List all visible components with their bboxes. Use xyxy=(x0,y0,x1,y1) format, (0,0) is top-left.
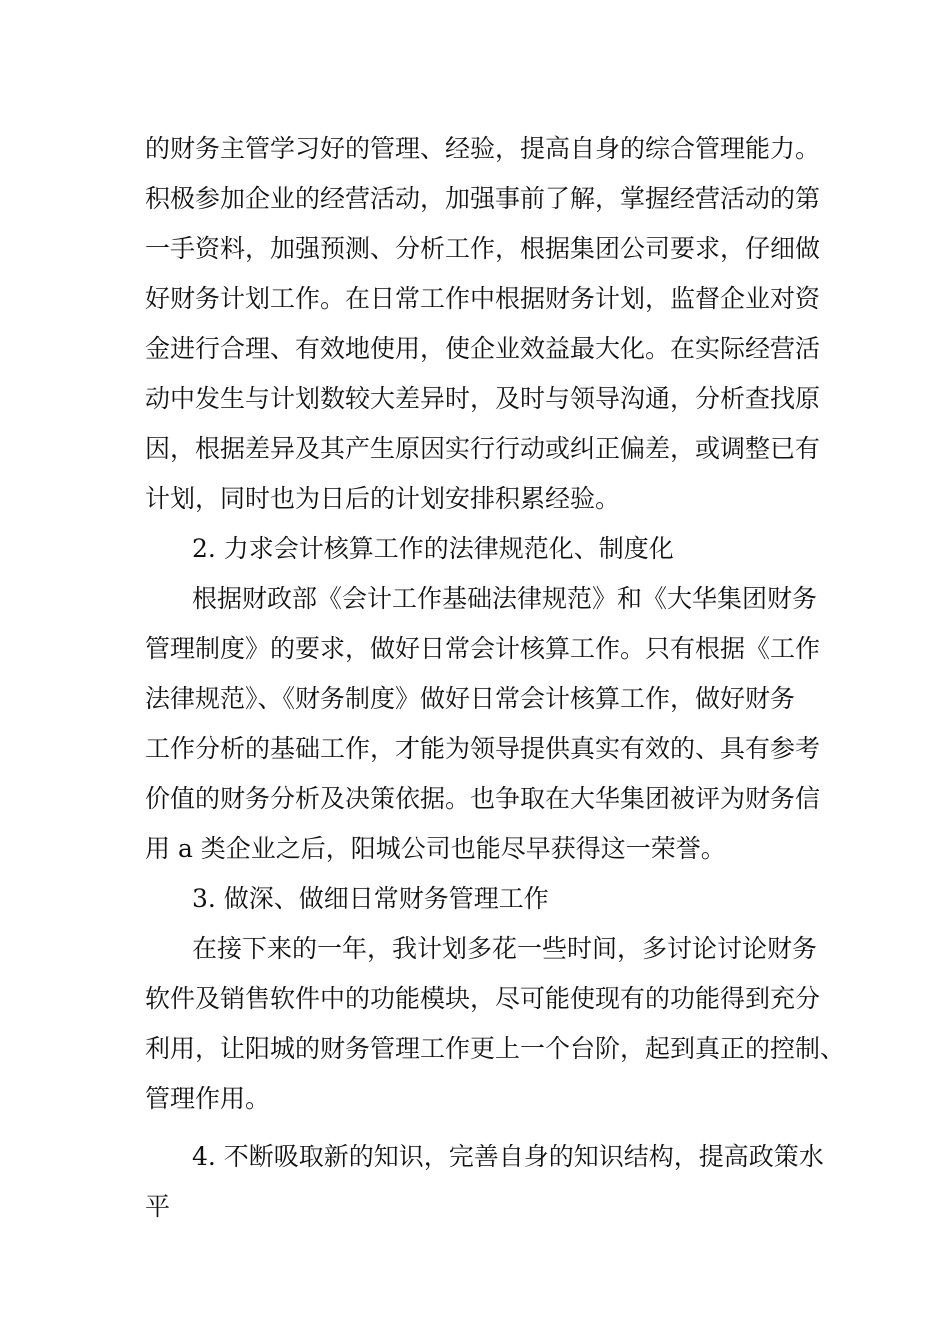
section-heading-4 xyxy=(145,1132,845,1232)
text-line: 因，根据差异及其产生原因实行行动或纠正偏差，或调整已有 xyxy=(145,434,821,463)
document-body xyxy=(145,124,845,1232)
text-line: 价值的财务分析及决策依据。也争取在大华集团被评为财务信 xyxy=(145,784,821,813)
text-line: 金进行合理、有效地使用，使企业效益最大化。在实际经营活 xyxy=(145,334,821,363)
text-line: 工作分析的基础工作，才能为领导提供真实有效的、具有参考 xyxy=(145,734,821,763)
text-line: 在接下来的一年，我计划多花一些时间，多讨论讨论财务 xyxy=(192,934,818,963)
section-heading-3 xyxy=(145,874,845,924)
text-line: 计划，同时也为日后的计划安排积累经验。 xyxy=(145,484,621,513)
text-line: 用 a 类企业之后，阳城公司也能尽早获得这一荣誉。 xyxy=(145,834,726,863)
text-line: 法律规范》、《财务制度》做好日常会计核算工作，做好财务 xyxy=(145,684,796,713)
text-line: 一手资料，加强预测、分析工作，根据集团公司要求，仔细做 xyxy=(145,234,821,263)
paragraph-financial-management xyxy=(145,924,845,1124)
text-line: 管理制度》的要求，做好日常会计核算工作。只有根据《工作 xyxy=(145,634,821,663)
text-line: 软件及销售软件中的功能模块，尽可能使现有的功能得到充分 xyxy=(145,984,821,1013)
text-line: 利用，让阳城的财务管理工作更上一个台阶，起到真正的控制、 xyxy=(145,1034,846,1063)
heading-line: 平 xyxy=(145,1192,171,1221)
paragraph-financial-planning xyxy=(145,124,845,524)
paragraph-accounting-standards xyxy=(145,574,845,874)
text-line: 根据财政部《会计工作基础法律规范》和《大华集团财务 xyxy=(192,584,818,613)
text-line: 动中发生与计划数较大差异时，及时与领导沟通，分析查找原 xyxy=(145,384,821,413)
heading-line: 3. 做深、做细日常财务管理工作 xyxy=(192,884,549,913)
text-line: 积极参加企业的经营活动，加强事前了解，掌握经营活动的第 xyxy=(145,184,821,213)
section-heading-2 xyxy=(145,524,845,574)
text-line: 管理作用。 xyxy=(145,1084,271,1113)
text-line: 好财务计划工作。在日常工作中根据财务计划，监督企业对资 xyxy=(145,284,821,313)
heading-line: 4. 不断吸取新的知识，完善自身的知识结构，提高政策水 xyxy=(192,1142,824,1171)
heading-line: 2. 力求会计核算工作的法律规范化、制度化 xyxy=(192,534,674,563)
text-line: 的财务主管学习好的管理、经验，提高自身的综合管理能力。 xyxy=(145,134,821,163)
